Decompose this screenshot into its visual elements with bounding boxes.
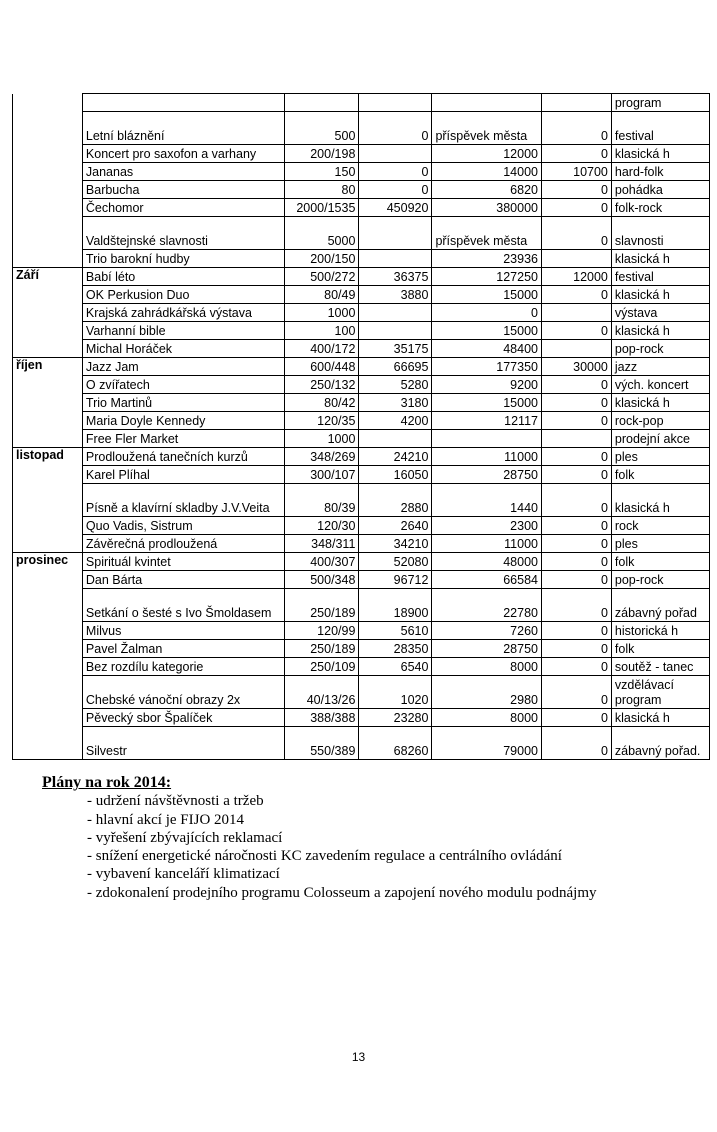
cost-cell: příspěvek města bbox=[432, 112, 542, 145]
fee-cell: 0 bbox=[541, 376, 611, 394]
table-row bbox=[13, 112, 710, 145]
month-cell bbox=[13, 571, 83, 589]
month-cell bbox=[13, 727, 83, 760]
revenue-cell: 6540 bbox=[359, 658, 432, 676]
attendance-cell: 80/42 bbox=[285, 394, 359, 412]
fee-cell: 0 bbox=[541, 217, 611, 250]
plan-item: - zdokonalení prodejního programu Colosseum a zapojení nového modulu podnájmy bbox=[87, 884, 597, 901]
revenue-cell: 4200 bbox=[359, 412, 432, 430]
attendance-cell: 500/348 bbox=[285, 571, 359, 589]
cost-cell: 15000 bbox=[432, 322, 542, 340]
revenue-cell: 0 bbox=[359, 181, 432, 199]
revenue-cell: 450920 bbox=[359, 199, 432, 217]
genre-cell: soutěž - tanec bbox=[611, 658, 709, 676]
event-name-cell: Setkání o šesté s Ivo Šmoldasem bbox=[82, 589, 284, 622]
fee-cell: 0 bbox=[541, 658, 611, 676]
cost-cell: 66584 bbox=[432, 571, 542, 589]
event-name-cell: Michal Horáček bbox=[82, 340, 284, 358]
attendance-cell: 348/311 bbox=[285, 535, 359, 553]
genre-cell: folk bbox=[611, 466, 709, 484]
table-row bbox=[13, 517, 710, 535]
event-name-cell: Bez rozdílu kategorie bbox=[82, 658, 284, 676]
month-cell bbox=[13, 286, 83, 304]
genre-cell: pohádka bbox=[611, 181, 709, 199]
table-row bbox=[13, 322, 710, 340]
month-cell bbox=[13, 163, 83, 181]
genre-cell: ples bbox=[611, 448, 709, 466]
fee-cell: 0 bbox=[541, 181, 611, 199]
revenue-cell: 34210 bbox=[359, 535, 432, 553]
cost-cell: 380000 bbox=[432, 199, 542, 217]
cost-cell: 12117 bbox=[432, 412, 542, 430]
table-row bbox=[13, 268, 710, 286]
cost-cell: 2980 bbox=[432, 676, 542, 709]
attendance-cell: 250/109 bbox=[285, 658, 359, 676]
attendance-cell: 600/448 bbox=[285, 358, 359, 376]
attendance-cell: 100 bbox=[285, 322, 359, 340]
cost-cell: 6820 bbox=[432, 181, 542, 199]
plan-item: - snížení energetické náročnosti KC zavedením regulace a centrálního ovládání bbox=[87, 848, 562, 865]
plan-item: - udržení návštěvnosti a tržeb bbox=[87, 793, 264, 810]
attendance-cell: 200/198 bbox=[285, 145, 359, 163]
revenue-cell bbox=[359, 94, 432, 112]
attendance-cell: 250/189 bbox=[285, 589, 359, 622]
genre-cell: jazz bbox=[611, 358, 709, 376]
cost-cell: 8000 bbox=[432, 658, 542, 676]
month-cell bbox=[13, 640, 83, 658]
fee-cell: 0 bbox=[541, 535, 611, 553]
genre-cell: rock bbox=[611, 517, 709, 535]
revenue-cell: 23280 bbox=[359, 709, 432, 727]
event-name-cell: Trio Martinů bbox=[82, 394, 284, 412]
cost-cell: 12000 bbox=[432, 145, 542, 163]
month-cell bbox=[13, 517, 83, 535]
cost-cell: 9200 bbox=[432, 376, 542, 394]
month-cell bbox=[13, 181, 83, 199]
fee-cell: 0 bbox=[541, 709, 611, 727]
month-cell: prosinec bbox=[13, 553, 83, 571]
revenue-cell: 68260 bbox=[359, 727, 432, 760]
cost-cell: 0 bbox=[432, 304, 542, 322]
event-name-cell: Dan Bárta bbox=[82, 571, 284, 589]
table-row bbox=[13, 448, 710, 466]
cost-cell: 79000 bbox=[432, 727, 542, 760]
fee-cell: 0 bbox=[541, 112, 611, 145]
cost-cell: 48000 bbox=[432, 553, 542, 571]
month-cell bbox=[13, 535, 83, 553]
event-name-cell: Jazz Jam bbox=[82, 358, 284, 376]
event-name-cell: Valdštejnské slavnosti bbox=[82, 217, 284, 250]
revenue-cell: 96712 bbox=[359, 571, 432, 589]
attendance-cell: 80 bbox=[285, 181, 359, 199]
attendance-cell: 80/39 bbox=[285, 484, 359, 517]
revenue-cell: 18900 bbox=[359, 589, 432, 622]
genre-cell: folk bbox=[611, 640, 709, 658]
cost-cell: 48400 bbox=[432, 340, 542, 358]
event-name-cell: Babí léto bbox=[82, 268, 284, 286]
event-name-cell: Jananas bbox=[82, 163, 284, 181]
fee-cell: 0 bbox=[541, 622, 611, 640]
attendance-cell: 1000 bbox=[285, 304, 359, 322]
table-row bbox=[13, 94, 710, 112]
month-cell bbox=[13, 466, 83, 484]
event-name-cell: Pavel Žalman bbox=[82, 640, 284, 658]
genre-cell: rock-pop bbox=[611, 412, 709, 430]
table-row bbox=[13, 430, 710, 448]
table-row bbox=[13, 199, 710, 217]
attendance-cell: 300/107 bbox=[285, 466, 359, 484]
genre-cell: folk bbox=[611, 553, 709, 571]
attendance-cell: 348/269 bbox=[285, 448, 359, 466]
table-row bbox=[13, 145, 710, 163]
month-cell bbox=[13, 709, 83, 727]
event-name-cell: Quo Vadis, Sistrum bbox=[82, 517, 284, 535]
genre-cell: historická h bbox=[611, 622, 709, 640]
attendance-cell: 150 bbox=[285, 163, 359, 181]
event-name-cell: Free Fler Market bbox=[82, 430, 284, 448]
genre-cell: klasická h bbox=[611, 145, 709, 163]
events-table bbox=[12, 93, 710, 760]
fee-cell: 0 bbox=[541, 589, 611, 622]
attendance-cell: 250/132 bbox=[285, 376, 359, 394]
attendance-cell: 5000 bbox=[285, 217, 359, 250]
fee-cell: 12000 bbox=[541, 268, 611, 286]
event-name-cell: OK Perkusion Duo bbox=[82, 286, 284, 304]
table-row bbox=[13, 217, 710, 250]
genre-cell: festival bbox=[611, 112, 709, 145]
genre-cell: klasická h bbox=[611, 322, 709, 340]
genre-cell: zábavný pořad. bbox=[611, 727, 709, 760]
cost-cell: 11000 bbox=[432, 535, 542, 553]
month-cell bbox=[13, 145, 83, 163]
month-cell bbox=[13, 430, 83, 448]
attendance-cell: 550/389 bbox=[285, 727, 359, 760]
event-name-cell: Prodloužená tanečních kurzů bbox=[82, 448, 284, 466]
event-name-cell: Krajská zahrádkářská výstava bbox=[82, 304, 284, 322]
fee-cell bbox=[541, 250, 611, 268]
fee-cell: 0 bbox=[541, 286, 611, 304]
event-name-cell: Karel Plíhal bbox=[82, 466, 284, 484]
event-name-cell: Čechomor bbox=[82, 199, 284, 217]
fee-cell: 0 bbox=[541, 571, 611, 589]
genre-cell: klasická h bbox=[611, 709, 709, 727]
revenue-cell: 24210 bbox=[359, 448, 432, 466]
fee-cell: 30000 bbox=[541, 358, 611, 376]
month-cell bbox=[13, 340, 83, 358]
month-cell bbox=[13, 589, 83, 622]
genre-cell: folk-rock bbox=[611, 199, 709, 217]
fee-cell bbox=[541, 430, 611, 448]
cost-cell: 1440 bbox=[432, 484, 542, 517]
month-cell bbox=[13, 394, 83, 412]
revenue-cell: 5280 bbox=[359, 376, 432, 394]
genre-cell: klasická h bbox=[611, 394, 709, 412]
fee-cell: 0 bbox=[541, 517, 611, 535]
genre-cell: klasická h bbox=[611, 484, 709, 517]
fee-cell: 0 bbox=[541, 727, 611, 760]
revenue-cell: 36375 bbox=[359, 268, 432, 286]
cost-cell: příspěvek města bbox=[432, 217, 542, 250]
table-row bbox=[13, 535, 710, 553]
table-row bbox=[13, 412, 710, 430]
attendance-cell: 120/99 bbox=[285, 622, 359, 640]
table-row bbox=[13, 181, 710, 199]
cost-cell: 11000 bbox=[432, 448, 542, 466]
month-cell bbox=[13, 112, 83, 145]
month-cell bbox=[13, 622, 83, 640]
month-cell bbox=[13, 250, 83, 268]
cost-cell: 8000 bbox=[432, 709, 542, 727]
month-cell bbox=[13, 676, 83, 709]
month-cell bbox=[13, 322, 83, 340]
cost-cell: 7260 bbox=[432, 622, 542, 640]
fee-cell: 0 bbox=[541, 394, 611, 412]
genre-cell: slavnosti bbox=[611, 217, 709, 250]
cost-cell bbox=[432, 430, 542, 448]
cost-cell: 177350 bbox=[432, 358, 542, 376]
table-row bbox=[13, 676, 710, 709]
event-name-cell: Maria Doyle Kennedy bbox=[82, 412, 284, 430]
attendance-cell: 500 bbox=[285, 112, 359, 145]
plans-section bbox=[42, 774, 682, 902]
genre-cell: klasická h bbox=[611, 250, 709, 268]
table-row bbox=[13, 553, 710, 571]
table-row bbox=[13, 571, 710, 589]
revenue-cell bbox=[359, 217, 432, 250]
event-name-cell: Letní bláznění bbox=[82, 112, 284, 145]
table-row bbox=[13, 340, 710, 358]
event-name-cell bbox=[82, 94, 284, 112]
revenue-cell: 0 bbox=[359, 163, 432, 181]
attendance-cell: 388/388 bbox=[285, 709, 359, 727]
month-cell bbox=[13, 217, 83, 250]
table-row bbox=[13, 286, 710, 304]
revenue-cell bbox=[359, 145, 432, 163]
table-row bbox=[13, 466, 710, 484]
cost-cell: 15000 bbox=[432, 286, 542, 304]
fee-cell: 0 bbox=[541, 448, 611, 466]
table-row bbox=[13, 709, 710, 727]
genre-cell: pop-rock bbox=[611, 340, 709, 358]
fee-cell: 0 bbox=[541, 322, 611, 340]
event-name-cell: Trio barokní hudby bbox=[82, 250, 284, 268]
revenue-cell bbox=[359, 322, 432, 340]
revenue-cell: 16050 bbox=[359, 466, 432, 484]
revenue-cell bbox=[359, 304, 432, 322]
fee-cell: 0 bbox=[541, 412, 611, 430]
attendance-cell: 40/13/26 bbox=[285, 676, 359, 709]
genre-cell: klasická h bbox=[611, 286, 709, 304]
cost-cell: 127250 bbox=[432, 268, 542, 286]
plans-list bbox=[42, 792, 682, 902]
genre-cell: výstava bbox=[611, 304, 709, 322]
month-cell bbox=[13, 376, 83, 394]
month-cell bbox=[13, 199, 83, 217]
event-name-cell: Milvus bbox=[82, 622, 284, 640]
genre-cell: zábavný pořad bbox=[611, 589, 709, 622]
fee-cell bbox=[541, 340, 611, 358]
cost-cell: 28750 bbox=[432, 640, 542, 658]
fee-cell: 0 bbox=[541, 466, 611, 484]
revenue-cell: 35175 bbox=[359, 340, 432, 358]
month-cell bbox=[13, 484, 83, 517]
month-cell: říjen bbox=[13, 358, 83, 376]
event-name-cell: Spirituál kvintet bbox=[82, 553, 284, 571]
cost-cell bbox=[432, 94, 542, 112]
attendance-cell: 200/150 bbox=[285, 250, 359, 268]
event-name-cell: Pěvecký sbor Špalíček bbox=[82, 709, 284, 727]
table-row bbox=[13, 622, 710, 640]
cost-cell: 22780 bbox=[432, 589, 542, 622]
plan-item: - hlavní akcí je FIJO 2014 bbox=[87, 811, 245, 828]
revenue-cell: 2640 bbox=[359, 517, 432, 535]
revenue-cell: 52080 bbox=[359, 553, 432, 571]
table-row bbox=[13, 163, 710, 181]
table-row bbox=[13, 484, 710, 517]
table-row bbox=[13, 640, 710, 658]
month-cell bbox=[13, 412, 83, 430]
event-name-cell: Písně a klavírní skladby J.V.Veita bbox=[82, 484, 284, 517]
month-cell bbox=[13, 304, 83, 322]
page-number: 13 bbox=[351, 1050, 366, 1064]
month-cell bbox=[13, 658, 83, 676]
month-cell: listopad bbox=[13, 448, 83, 466]
revenue-cell bbox=[359, 430, 432, 448]
revenue-cell: 1020 bbox=[359, 676, 432, 709]
attendance-cell: 1000 bbox=[285, 430, 359, 448]
revenue-cell: 5610 bbox=[359, 622, 432, 640]
event-name-cell: Chebské vánoční obrazy 2x bbox=[82, 676, 284, 709]
plan-item: - vybavení kanceláří klimatizací bbox=[87, 866, 280, 883]
genre-cell: pop-rock bbox=[611, 571, 709, 589]
fee-cell: 0 bbox=[541, 199, 611, 217]
cost-cell: 28750 bbox=[432, 466, 542, 484]
attendance-cell: 400/172 bbox=[285, 340, 359, 358]
table-row bbox=[13, 376, 710, 394]
month-cell bbox=[13, 94, 83, 112]
attendance-cell: 500/272 bbox=[285, 268, 359, 286]
plan-item: - vyřešení zbývajících reklamací bbox=[87, 829, 283, 846]
fee-cell: 10700 bbox=[541, 163, 611, 181]
table-row bbox=[13, 304, 710, 322]
attendance-cell: 120/30 bbox=[285, 517, 359, 535]
revenue-cell: 3180 bbox=[359, 394, 432, 412]
table-row bbox=[13, 589, 710, 622]
plans-title: Plány na rok 2014: bbox=[42, 774, 172, 791]
table-row bbox=[13, 394, 710, 412]
genre-cell: ples bbox=[611, 535, 709, 553]
attendance-cell: 250/189 bbox=[285, 640, 359, 658]
fee-cell bbox=[541, 94, 611, 112]
fee-cell: 0 bbox=[541, 676, 611, 709]
genre-cell: vých. koncert bbox=[611, 376, 709, 394]
attendance-cell: 120/35 bbox=[285, 412, 359, 430]
table-row bbox=[13, 727, 710, 760]
cost-cell: 23936 bbox=[432, 250, 542, 268]
revenue-cell: 0 bbox=[359, 112, 432, 145]
cost-cell: 14000 bbox=[432, 163, 542, 181]
event-name-cell: Závěrečná prodloužená bbox=[82, 535, 284, 553]
event-name-cell: Varhanní bible bbox=[82, 322, 284, 340]
cost-cell: 2300 bbox=[432, 517, 542, 535]
month-cell: Září bbox=[13, 268, 83, 286]
event-name-cell: O zvířatech bbox=[82, 376, 284, 394]
revenue-cell: 66695 bbox=[359, 358, 432, 376]
attendance-cell: 80/49 bbox=[285, 286, 359, 304]
revenue-cell: 28350 bbox=[359, 640, 432, 658]
fee-cell: 0 bbox=[541, 145, 611, 163]
genre-cell: hard-folk bbox=[611, 163, 709, 181]
event-name-cell: Silvestr bbox=[82, 727, 284, 760]
revenue-cell bbox=[359, 250, 432, 268]
event-name-cell: Barbucha bbox=[82, 181, 284, 199]
revenue-cell: 2880 bbox=[359, 484, 432, 517]
genre-cell: prodejní akce bbox=[611, 430, 709, 448]
fee-cell: 0 bbox=[541, 484, 611, 517]
genre-cell: festival bbox=[611, 268, 709, 286]
attendance-cell: 400/307 bbox=[285, 553, 359, 571]
fee-cell bbox=[541, 304, 611, 322]
genre-cell: program bbox=[611, 94, 709, 112]
revenue-cell: 3880 bbox=[359, 286, 432, 304]
table-row bbox=[13, 358, 710, 376]
event-name-cell: Koncert pro saxofon a varhany bbox=[82, 145, 284, 163]
attendance-cell bbox=[285, 94, 359, 112]
fee-cell: 0 bbox=[541, 640, 611, 658]
genre-cell: vzdělávací program bbox=[611, 676, 709, 709]
fee-cell: 0 bbox=[541, 553, 611, 571]
table-row bbox=[13, 658, 710, 676]
attendance-cell: 2000/1535 bbox=[285, 199, 359, 217]
table-row bbox=[13, 250, 710, 268]
cost-cell: 15000 bbox=[432, 394, 542, 412]
